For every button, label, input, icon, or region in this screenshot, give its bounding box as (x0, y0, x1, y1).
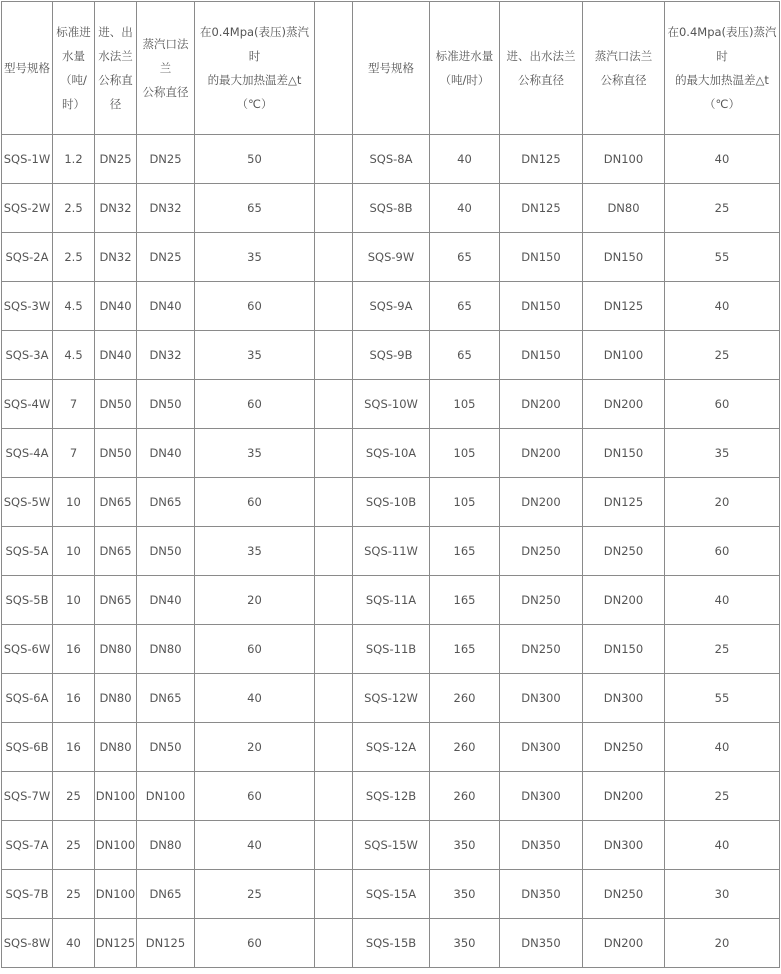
table-row (2, 527, 780, 576)
cell-right-water-flange-dn: DN300 (500, 723, 583, 772)
spacer-cell (315, 919, 353, 968)
cell-left-max-temp-diff: 40 (195, 674, 315, 723)
spacer-cell (315, 527, 353, 576)
header-line: （℃） (236, 97, 273, 111)
cell-right-model: SQS-12B (353, 772, 430, 821)
cell-left-water-flow: 16 (53, 625, 95, 674)
cell-right-water-flange-dn: DN250 (500, 625, 583, 674)
cell-right-steam-flange-dn: DN100 (583, 331, 665, 380)
cell-right-water-flange-dn: DN300 (500, 674, 583, 723)
header-line: 进、出 (98, 25, 133, 39)
cell-left-steam-flange-dn: DN32 (137, 184, 195, 233)
cell-left-water-flange-dn: DN65 (95, 478, 137, 527)
cell-right-water-flow: 65 (430, 282, 500, 331)
cell-right-steam-flange-dn: DN200 (583, 919, 665, 968)
cell-right-steam-flange-dn: DN250 (583, 723, 665, 772)
cell-left-water-flow: 1.2 (53, 135, 95, 184)
cell-left-max-temp-diff: 60 (195, 625, 315, 674)
header-line: 时 (248, 49, 261, 63)
cell-right-model: SQS-11W (353, 527, 430, 576)
cell-left-water-flow: 10 (53, 576, 95, 625)
cell-left-water-flange-dn: DN65 (95, 576, 137, 625)
header-line: 公称直径 (600, 73, 647, 87)
cell-right-steam-flange-dn: DN125 (583, 478, 665, 527)
table-row (2, 919, 780, 968)
cell-left-water-flow: 25 (53, 870, 95, 919)
cell-left-model: SQS-5A (2, 527, 53, 576)
cell-right-water-flange-dn: DN350 (500, 919, 583, 968)
cell-right-steam-flange-dn: DN300 (583, 821, 665, 870)
spacer-cell (315, 429, 353, 478)
cell-left-steam-flange-dn: DN40 (137, 282, 195, 331)
spacer-cell (315, 576, 353, 625)
cell-left-water-flange-dn: DN50 (95, 429, 137, 478)
spacer-cell (315, 478, 353, 527)
cell-left-water-flange-dn: DN40 (95, 282, 137, 331)
header-line: 水法兰 (98, 49, 133, 63)
cell-left-max-temp-diff: 20 (195, 723, 315, 772)
cell-right-model: SQS-10B (353, 478, 430, 527)
cell-right-model: SQS-10W (353, 380, 430, 429)
cell-left-water-flow: 7 (53, 380, 95, 429)
cell-right-water-flow: 165 (430, 625, 500, 674)
cell-right-model: SQS-9W (353, 233, 430, 282)
cell-right-steam-flange-dn: DN100 (583, 135, 665, 184)
cell-left-water-flow: 40 (53, 919, 95, 968)
cell-right-steam-flange-dn: DN200 (583, 772, 665, 821)
spacer-cell (315, 674, 353, 723)
header-line: 蒸汽口法兰 (594, 49, 653, 63)
cell-left-water-flange-dn: DN32 (95, 184, 137, 233)
cell-left-steam-flange-dn: DN50 (137, 527, 195, 576)
spec-table (1, 1, 780, 968)
cell-left-model: SQS-3W (2, 282, 53, 331)
header-right-water-flow (430, 2, 500, 135)
cell-left-water-flow: 25 (53, 772, 95, 821)
cell-right-model: SQS-12A (353, 723, 430, 772)
cell-left-steam-flange-dn: DN80 (137, 625, 195, 674)
cell-right-water-flow: 165 (430, 527, 500, 576)
cell-right-steam-flange-dn: DN250 (583, 870, 665, 919)
cell-left-max-temp-diff: 60 (195, 772, 315, 821)
spacer-cell (315, 380, 353, 429)
table-row (2, 821, 780, 870)
cell-left-steam-flange-dn: DN65 (137, 674, 195, 723)
table-row (2, 723, 780, 772)
cell-left-water-flange-dn: DN80 (95, 723, 137, 772)
cell-right-water-flow: 260 (430, 674, 500, 723)
header-line: 水量 (62, 49, 85, 63)
cell-right-model: SQS-12W (353, 674, 430, 723)
header-line: 型号规格 (4, 61, 50, 75)
cell-left-max-temp-diff: 60 (195, 478, 315, 527)
cell-left-model: SQS-4A (2, 429, 53, 478)
cell-left-water-flange-dn: DN125 (95, 919, 137, 968)
table-row (2, 331, 780, 380)
cell-left-steam-flange-dn: DN125 (137, 919, 195, 968)
header-line: 径 (109, 97, 122, 111)
cell-right-water-flow: 105 (430, 380, 500, 429)
cell-right-water-flange-dn: DN200 (500, 429, 583, 478)
cell-right-water-flange-dn: DN200 (500, 380, 583, 429)
cell-right-model: SQS-8B (353, 184, 430, 233)
cell-left-water-flange-dn: DN80 (95, 625, 137, 674)
spacer-cell (315, 772, 353, 821)
cell-right-steam-flange-dn: DN80 (583, 184, 665, 233)
cell-left-max-temp-diff: 60 (195, 919, 315, 968)
table-row (2, 674, 780, 723)
cell-right-water-flange-dn: DN150 (500, 331, 583, 380)
cell-right-water-flow: 105 (430, 429, 500, 478)
cell-left-steam-flange-dn: DN100 (137, 772, 195, 821)
cell-left-water-flange-dn: DN65 (95, 527, 137, 576)
cell-right-max-temp-diff: 40 (665, 821, 780, 870)
cell-right-steam-flange-dn: DN150 (583, 625, 665, 674)
table-row (2, 233, 780, 282)
spacer-cell (315, 331, 353, 380)
cell-left-model: SQS-7W (2, 772, 53, 821)
cell-right-steam-flange-dn: DN200 (583, 380, 665, 429)
header-left-max-temp-diff (195, 2, 315, 135)
cell-right-water-flow: 40 (430, 184, 500, 233)
cell-right-water-flange-dn: DN250 (500, 527, 583, 576)
cell-right-max-temp-diff: 20 (665, 919, 780, 968)
cell-left-model: SQS-6A (2, 674, 53, 723)
cell-right-steam-flange-dn: DN300 (583, 674, 665, 723)
cell-right-water-flow: 350 (430, 870, 500, 919)
header-line: （℃） (704, 97, 740, 111)
cell-left-model: SQS-7B (2, 870, 53, 919)
cell-left-steam-flange-dn: DN80 (137, 821, 195, 870)
cell-left-steam-flange-dn: DN65 (137, 478, 195, 527)
spacer-cell (315, 282, 353, 331)
table-row (2, 478, 780, 527)
cell-right-water-flange-dn: DN150 (500, 282, 583, 331)
cell-left-steam-flange-dn: DN25 (137, 233, 195, 282)
cell-left-steam-flange-dn: DN50 (137, 723, 195, 772)
cell-left-model: SQS-4W (2, 380, 53, 429)
header-right-model (353, 2, 430, 135)
cell-right-water-flow: 260 (430, 723, 500, 772)
cell-right-water-flow: 260 (430, 772, 500, 821)
header-right-steam-flange-dn (583, 2, 665, 135)
cell-left-max-temp-diff: 35 (195, 331, 315, 380)
cell-right-max-temp-diff: 35 (665, 429, 780, 478)
spacer-cell (315, 723, 353, 772)
cell-left-max-temp-diff: 20 (195, 576, 315, 625)
cell-left-max-temp-diff: 40 (195, 821, 315, 870)
cell-right-max-temp-diff: 25 (665, 625, 780, 674)
cell-left-max-temp-diff: 35 (195, 429, 315, 478)
cell-right-max-temp-diff: 55 (665, 233, 780, 282)
cell-left-steam-flange-dn: DN32 (137, 331, 195, 380)
cell-left-water-flange-dn: DN25 (95, 135, 137, 184)
cell-right-max-temp-diff: 40 (665, 135, 780, 184)
cell-left-water-flange-dn: DN50 (95, 380, 137, 429)
header-line: 标准进 (56, 25, 91, 39)
cell-right-water-flow: 40 (430, 135, 500, 184)
cell-left-model: SQS-2W (2, 184, 53, 233)
cell-right-model: SQS-15A (353, 870, 430, 919)
cell-right-max-temp-diff: 40 (665, 723, 780, 772)
cell-left-max-temp-diff: 65 (195, 184, 315, 233)
header-row (2, 2, 780, 135)
header-left-steam-flange-dn (137, 2, 195, 135)
cell-right-max-temp-diff: 25 (665, 184, 780, 233)
cell-right-max-temp-diff: 60 (665, 380, 780, 429)
cell-left-max-temp-diff: 35 (195, 233, 315, 282)
cell-left-water-flow: 10 (53, 478, 95, 527)
cell-left-water-flange-dn: DN40 (95, 331, 137, 380)
cell-right-model: SQS-10A (353, 429, 430, 478)
cell-left-water-flow: 2.5 (53, 233, 95, 282)
header-left-model (2, 2, 53, 135)
header-line: 标准进水量 (435, 49, 494, 63)
table-row (2, 870, 780, 919)
cell-right-max-temp-diff: 55 (665, 674, 780, 723)
cell-left-max-temp-diff: 25 (195, 870, 315, 919)
cell-left-steam-flange-dn: DN65 (137, 870, 195, 919)
cell-right-steam-flange-dn: DN250 (583, 527, 665, 576)
cell-right-max-temp-diff: 40 (665, 576, 780, 625)
header-line: 时 (716, 49, 728, 63)
cell-right-model: SQS-15B (353, 919, 430, 968)
table-row (2, 625, 780, 674)
cell-left-max-temp-diff: 60 (195, 282, 315, 331)
cell-right-water-flange-dn: DN250 (500, 576, 583, 625)
cell-right-water-flow: 65 (430, 233, 500, 282)
table-row (2, 576, 780, 625)
cell-left-water-flange-dn: DN100 (95, 821, 137, 870)
header-line: 兰 (159, 61, 172, 75)
cell-left-model: SQS-5B (2, 576, 53, 625)
cell-right-water-flow: 165 (430, 576, 500, 625)
cell-right-model: SQS-9A (353, 282, 430, 331)
cell-left-max-temp-diff: 35 (195, 527, 315, 576)
cell-left-water-flow: 10 (53, 527, 95, 576)
cell-left-water-flange-dn: DN100 (95, 772, 137, 821)
spacer-cell (315, 625, 353, 674)
cell-right-water-flange-dn: DN125 (500, 135, 583, 184)
spec-table-body (2, 2, 780, 968)
header-line: （吨/ (60, 73, 87, 87)
cell-right-water-flange-dn: DN350 (500, 821, 583, 870)
cell-right-max-temp-diff: 40 (665, 282, 780, 331)
cell-left-water-flange-dn: DN100 (95, 870, 137, 919)
cell-left-steam-flange-dn: DN40 (137, 576, 195, 625)
cell-right-water-flow: 350 (430, 821, 500, 870)
cell-right-water-flange-dn: DN300 (500, 772, 583, 821)
header-left-water-flow (53, 2, 95, 135)
cell-left-steam-flange-dn: DN40 (137, 429, 195, 478)
cell-right-water-flange-dn: DN150 (500, 233, 583, 282)
spacer-cell (315, 2, 353, 135)
cell-right-steam-flange-dn: DN125 (583, 282, 665, 331)
cell-left-model: SQS-2A (2, 233, 53, 282)
cell-right-model: SQS-11B (353, 625, 430, 674)
header-left-water-flange-dn (95, 2, 137, 135)
cell-right-water-flow: 65 (430, 331, 500, 380)
cell-right-model: SQS-8A (353, 135, 430, 184)
cell-left-water-flow: 4.5 (53, 331, 95, 380)
table-row (2, 380, 780, 429)
cell-right-steam-flange-dn: DN150 (583, 429, 665, 478)
header-line: 进、出水法兰 (506, 49, 576, 63)
cell-right-model: SQS-15W (353, 821, 430, 870)
cell-right-steam-flange-dn: DN150 (583, 233, 665, 282)
header-line: （吨/时） (439, 73, 490, 87)
header-line: 型号规格 (368, 61, 414, 75)
header-line: 时） (62, 97, 85, 111)
cell-left-water-flow: 25 (53, 821, 95, 870)
spacer-cell (315, 821, 353, 870)
cell-left-steam-flange-dn: DN25 (137, 135, 195, 184)
cell-left-water-flow: 16 (53, 723, 95, 772)
cell-right-model: SQS-11A (353, 576, 430, 625)
cell-right-max-temp-diff: 60 (665, 527, 780, 576)
header-line: 的最大加热温差△t (207, 73, 302, 87)
header-line: 公称直 (98, 73, 133, 87)
cell-left-water-flow: 7 (53, 429, 95, 478)
cell-left-water-flow: 2.5 (53, 184, 95, 233)
cell-left-water-flow: 16 (53, 674, 95, 723)
cell-left-water-flange-dn: DN80 (95, 674, 137, 723)
cell-left-water-flow: 4.5 (53, 282, 95, 331)
header-line: 在0.4Mpa(表压)蒸汽 (199, 25, 310, 39)
header-line: 蒸汽口法 (142, 37, 189, 51)
header-line: 的最大加热温差△t (675, 73, 769, 87)
spacer-cell (315, 870, 353, 919)
spacer-cell (315, 233, 353, 282)
cell-left-model: SQS-6B (2, 723, 53, 772)
table-row (2, 429, 780, 478)
cell-left-max-temp-diff: 60 (195, 380, 315, 429)
cell-right-water-flow: 350 (430, 919, 500, 968)
header-line: 在0.4Mpa(表压)蒸汽 (667, 25, 777, 39)
cell-right-water-flange-dn: DN125 (500, 184, 583, 233)
cell-left-model: SQS-1W (2, 135, 53, 184)
cell-right-model: SQS-9B (353, 331, 430, 380)
cell-left-steam-flange-dn: DN50 (137, 380, 195, 429)
cell-left-model: SQS-8W (2, 919, 53, 968)
cell-right-max-temp-diff: 20 (665, 478, 780, 527)
cell-left-model: SQS-6W (2, 625, 53, 674)
cell-right-water-flow: 105 (430, 478, 500, 527)
cell-right-water-flange-dn: DN200 (500, 478, 583, 527)
cell-left-model: SQS-5W (2, 478, 53, 527)
cell-right-water-flange-dn: DN350 (500, 870, 583, 919)
cell-left-model: SQS-7A (2, 821, 53, 870)
header-line: 公称直径 (142, 85, 189, 99)
table-row (2, 772, 780, 821)
cell-right-max-temp-diff: 25 (665, 772, 780, 821)
cell-right-max-temp-diff: 25 (665, 331, 780, 380)
table-row (2, 282, 780, 331)
cell-right-steam-flange-dn: DN200 (583, 576, 665, 625)
table-row (2, 184, 780, 233)
table-row (2, 135, 780, 184)
header-right-water-flange-dn (500, 2, 583, 135)
cell-left-water-flange-dn: DN32 (95, 233, 137, 282)
spacer-cell (315, 184, 353, 233)
cell-left-max-temp-diff: 50 (195, 135, 315, 184)
cell-left-model: SQS-3A (2, 331, 53, 380)
cell-right-max-temp-diff: 30 (665, 870, 780, 919)
header-right-max-temp-diff (665, 2, 780, 135)
spacer-cell (315, 135, 353, 184)
header-line: 公称直径 (518, 73, 564, 87)
